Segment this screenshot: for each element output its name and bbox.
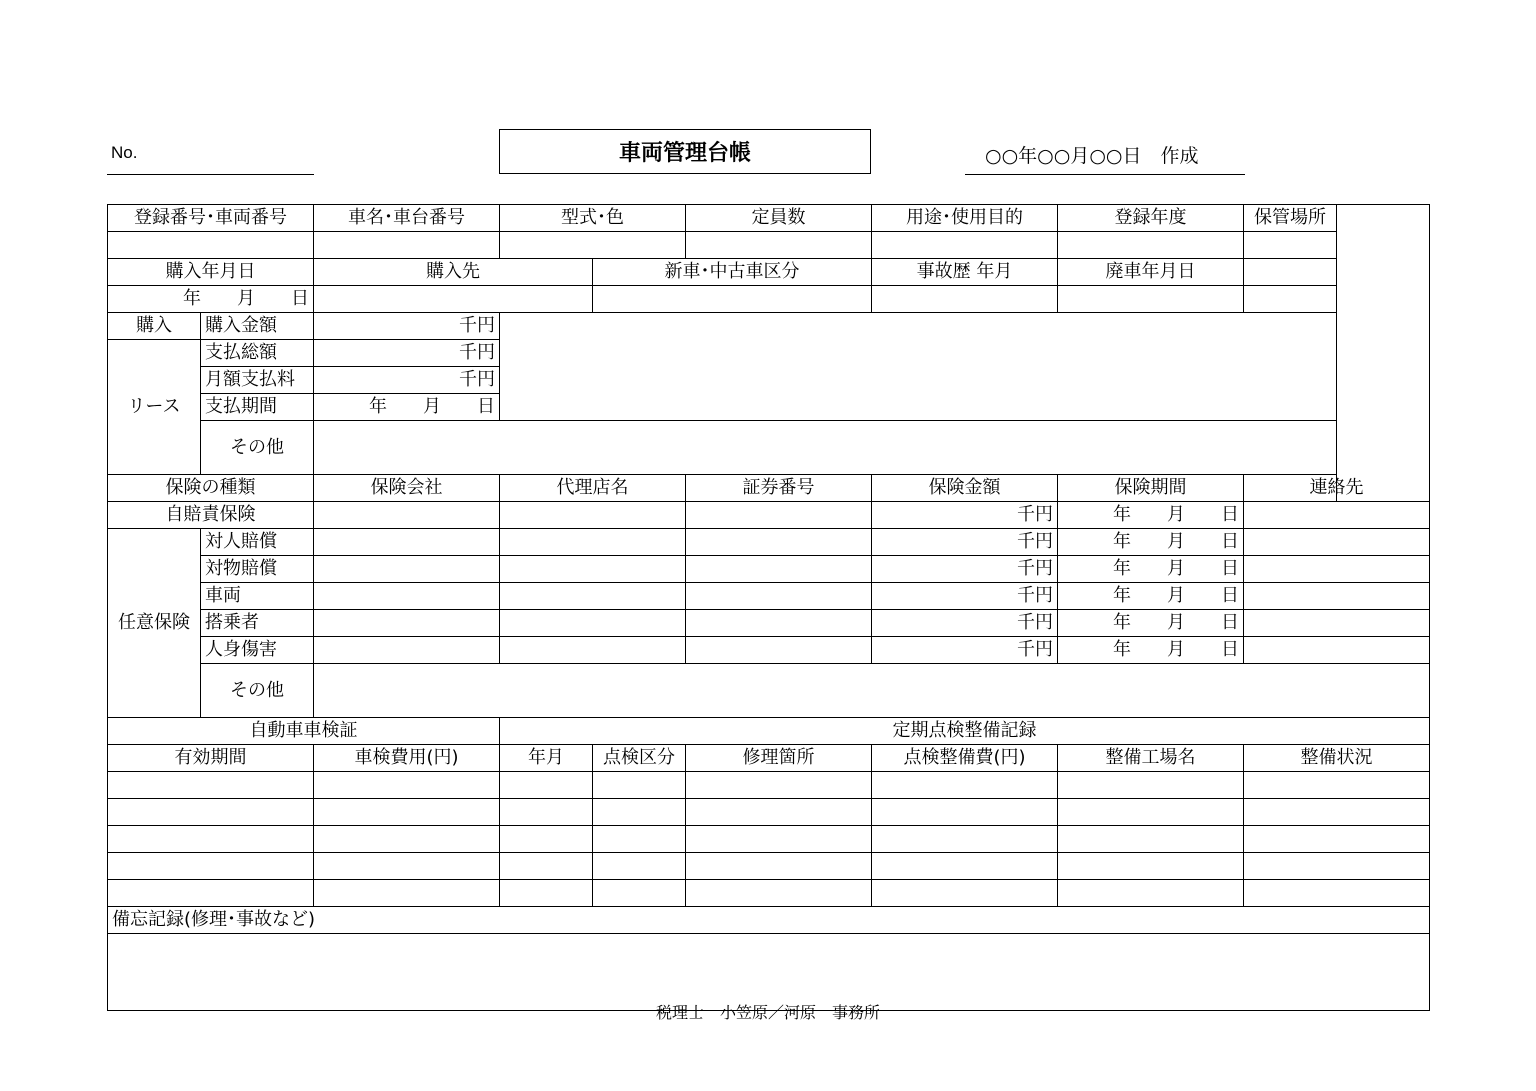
insured-amount-cell[interactable]: 千円 bbox=[872, 637, 1058, 664]
check-type-cell[interactable] bbox=[593, 772, 686, 799]
repair-location-cell[interactable] bbox=[686, 826, 872, 853]
workshop-name-cell[interactable] bbox=[1058, 772, 1244, 799]
office-footer: 税理士 小笠原／河原 事務所 bbox=[655, 1003, 880, 1022]
inspection-row bbox=[108, 880, 1430, 907]
scrap-date-cell[interactable] bbox=[1058, 286, 1244, 313]
inspection-row bbox=[108, 799, 1430, 826]
header-agency: 代理店名 bbox=[500, 475, 686, 502]
number-label: No. bbox=[111, 143, 138, 162]
inspection-row bbox=[108, 826, 1430, 853]
header-storage-location: 保管場所 bbox=[1244, 205, 1337, 232]
repair-location-cell[interactable] bbox=[686, 853, 872, 880]
policy-number-cell[interactable] bbox=[686, 502, 872, 529]
inspection-cost-cell[interactable] bbox=[314, 880, 500, 907]
policy-number-cell[interactable] bbox=[686, 556, 872, 583]
insurer-cell[interactable] bbox=[314, 637, 500, 664]
valid-period-cell[interactable] bbox=[108, 772, 314, 799]
purchase-label: 購入 bbox=[108, 313, 201, 340]
memo-header-row bbox=[108, 907, 1430, 934]
page-title: 車両管理台帳 bbox=[499, 129, 871, 174]
contact-cell[interactable] bbox=[1244, 610, 1430, 637]
header-insurance-type: 保険の種類 bbox=[108, 475, 314, 502]
maintenance-status-cell[interactable] bbox=[1244, 826, 1430, 853]
policy-number-cell[interactable] bbox=[686, 529, 872, 556]
policy-number-cell[interactable] bbox=[686, 583, 872, 610]
memo-body-row bbox=[108, 934, 1430, 1011]
header-workshop-name: 整備工場名 bbox=[1058, 745, 1244, 772]
payment-item-label: 月額支払料 bbox=[201, 367, 314, 394]
header-model-color: 型式･色 bbox=[500, 205, 686, 232]
agency-cell[interactable] bbox=[500, 637, 686, 664]
payment-row-other bbox=[108, 421, 1430, 475]
payment-other-label: その他 bbox=[201, 421, 314, 475]
vehicle-name-cell[interactable] bbox=[314, 232, 500, 259]
payment-amount-cell[interactable]: 千円 bbox=[314, 313, 500, 340]
year-month-cell[interactable] bbox=[500, 826, 593, 853]
insurance-period-cell[interactable]: 年 月 日 bbox=[1058, 529, 1244, 556]
year-month-cell[interactable] bbox=[500, 853, 593, 880]
voluntary-item-label: 人身傷害 bbox=[201, 637, 314, 664]
created-date: ○○年○○月○○日 作成 bbox=[985, 145, 1199, 167]
insurance-row-other bbox=[108, 664, 1430, 718]
workshop-name-cell[interactable] bbox=[1058, 853, 1244, 880]
voluntary-item-label: 対物賠償 bbox=[201, 556, 314, 583]
header-registration-year: 登録年度 bbox=[1058, 205, 1244, 232]
accident-history-cell[interactable] bbox=[872, 286, 1058, 313]
valid-period-cell[interactable] bbox=[108, 880, 314, 907]
usage-cell[interactable] bbox=[872, 232, 1058, 259]
insurance-row-voluntary bbox=[108, 529, 1430, 556]
maintenance-cost-cell[interactable] bbox=[872, 799, 1058, 826]
inspection-row bbox=[108, 772, 1430, 799]
blank-header-cell bbox=[1244, 259, 1337, 286]
created-date-underline bbox=[965, 174, 1245, 175]
memo-label: 備忘記録(修理･事故など) bbox=[108, 907, 1430, 934]
header-check-type: 点検区分 bbox=[593, 745, 686, 772]
purchase-value-row bbox=[108, 286, 1430, 313]
check-type-cell[interactable] bbox=[593, 853, 686, 880]
contact-cell[interactable] bbox=[1244, 529, 1430, 556]
agency-cell[interactable] bbox=[500, 529, 686, 556]
payment-amount-cell[interactable]: 千円 bbox=[314, 340, 500, 367]
policy-number-cell[interactable] bbox=[686, 610, 872, 637]
header-insurer: 保険会社 bbox=[314, 475, 500, 502]
payment-item-label: 支払総額 bbox=[201, 340, 314, 367]
payment-amount-cell[interactable]: 千円 bbox=[314, 367, 500, 394]
header-maintenance-cost: 点検整備費(円) bbox=[872, 745, 1058, 772]
voluntary-item-label: 対人賠償 bbox=[201, 529, 314, 556]
maintenance-cost-cell[interactable] bbox=[872, 772, 1058, 799]
supplier-cell[interactable] bbox=[314, 286, 593, 313]
header-inspection-cost: 車検費用(円) bbox=[314, 745, 500, 772]
header-contact: 連絡先 bbox=[1244, 475, 1430, 502]
payment-item-label: 支払期間 bbox=[201, 394, 314, 421]
memo-area[interactable] bbox=[108, 934, 1430, 1011]
header-maintenance-status: 整備状況 bbox=[1244, 745, 1430, 772]
agency-cell[interactable] bbox=[500, 610, 686, 637]
valid-period-cell[interactable] bbox=[108, 826, 314, 853]
header-accident-history: 事故歴 年月 bbox=[872, 259, 1058, 286]
maintenance-cost-cell[interactable] bbox=[872, 853, 1058, 880]
maintenance-cost-cell[interactable] bbox=[872, 880, 1058, 907]
header-registration-number: 登録番号･車両番号 bbox=[108, 205, 314, 232]
insurance-row-voluntary bbox=[108, 637, 1430, 664]
repair-location-cell[interactable] bbox=[686, 799, 872, 826]
maintenance-status-cell[interactable] bbox=[1244, 772, 1430, 799]
header-insurance-period: 保険期間 bbox=[1058, 475, 1244, 502]
model-color-cell[interactable] bbox=[500, 232, 686, 259]
insurer-cell[interactable] bbox=[314, 502, 500, 529]
insurance-row-voluntary bbox=[108, 610, 1430, 637]
inspection-header-row bbox=[108, 745, 1430, 772]
insurance-period-cell[interactable]: 年 月 日 bbox=[1058, 637, 1244, 664]
insured-amount-cell[interactable]: 千円 bbox=[872, 556, 1058, 583]
agency-cell[interactable] bbox=[500, 556, 686, 583]
contact-cell[interactable] bbox=[1244, 556, 1430, 583]
capacity-cell[interactable] bbox=[686, 232, 872, 259]
insured-amount-cell[interactable]: 千円 bbox=[872, 529, 1058, 556]
voluntary-item-label: 搭乗者 bbox=[201, 610, 314, 637]
blank-value-cell[interactable] bbox=[1244, 286, 1337, 313]
purchase-date-cell[interactable]: 年 月 日 bbox=[108, 286, 314, 313]
inspection-cost-cell[interactable] bbox=[314, 772, 500, 799]
payment-item-label: 購入金額 bbox=[201, 313, 314, 340]
workshop-name-cell[interactable] bbox=[1058, 880, 1244, 907]
contact-cell[interactable] bbox=[1244, 583, 1430, 610]
inspection-cost-cell[interactable] bbox=[314, 853, 500, 880]
insurance-period-cell[interactable]: 年 月 日 bbox=[1058, 502, 1244, 529]
check-type-cell[interactable] bbox=[593, 826, 686, 853]
insured-amount-cell[interactable]: 千円 bbox=[872, 502, 1058, 529]
compulsory-insurance-label: 自賠責保険 bbox=[108, 502, 314, 529]
number-underline bbox=[107, 174, 314, 175]
vehicle-ledger-table bbox=[107, 204, 1430, 1011]
workshop-name-cell[interactable] bbox=[1058, 799, 1244, 826]
maintenance-status-cell[interactable] bbox=[1244, 853, 1430, 880]
insurer-cell[interactable] bbox=[314, 610, 500, 637]
maintenance-cost-cell[interactable] bbox=[872, 826, 1058, 853]
right-margin-cell bbox=[1337, 205, 1430, 502]
header-policy-number: 証券番号 bbox=[686, 475, 872, 502]
year-month-cell[interactable] bbox=[500, 880, 593, 907]
purchase-header-row bbox=[108, 259, 1430, 286]
insured-amount-cell[interactable]: 千円 bbox=[872, 610, 1058, 637]
valid-period-cell[interactable] bbox=[108, 853, 314, 880]
storage-location-cell[interactable] bbox=[1244, 232, 1337, 259]
inspection-title-row bbox=[108, 718, 1430, 745]
inspection-row bbox=[108, 853, 1430, 880]
new-used-cell[interactable] bbox=[593, 286, 872, 313]
insurance-row-compulsory bbox=[108, 502, 1430, 529]
insurance-period-cell[interactable]: 年 月 日 bbox=[1058, 610, 1244, 637]
insurer-cell[interactable] bbox=[314, 583, 500, 610]
maintenance-status-cell[interactable] bbox=[1244, 880, 1430, 907]
vehicle-header-row bbox=[108, 205, 1430, 232]
vehicle-value-row bbox=[108, 232, 1430, 259]
payment-other-cell[interactable] bbox=[314, 421, 1337, 475]
agency-cell[interactable] bbox=[500, 583, 686, 610]
header-valid-period: 有効期間 bbox=[108, 745, 314, 772]
check-type-cell[interactable] bbox=[593, 799, 686, 826]
certificate-title: 自動車車検証 bbox=[108, 718, 500, 745]
insured-amount-cell[interactable]: 千円 bbox=[872, 583, 1058, 610]
header-year-month: 年月 bbox=[500, 745, 593, 772]
valid-period-cell[interactable] bbox=[108, 799, 314, 826]
contact-cell[interactable] bbox=[1244, 502, 1430, 529]
insurer-cell[interactable] bbox=[314, 529, 500, 556]
insurance-row-voluntary bbox=[108, 556, 1430, 583]
payment-notes-area[interactable] bbox=[500, 313, 1337, 421]
insurance-period-cell[interactable]: 年 月 日 bbox=[1058, 583, 1244, 610]
year-month-cell[interactable] bbox=[500, 772, 593, 799]
header-usage: 用途･使用目的 bbox=[872, 205, 1058, 232]
year-month-cell[interactable] bbox=[500, 799, 593, 826]
workshop-name-cell[interactable] bbox=[1058, 826, 1244, 853]
maintenance-title: 定期点検整備記録 bbox=[500, 718, 1430, 745]
insurer-cell[interactable] bbox=[314, 556, 500, 583]
agency-cell[interactable] bbox=[500, 502, 686, 529]
header-scrap-date: 廃車年月日 bbox=[1058, 259, 1244, 286]
check-type-cell[interactable] bbox=[593, 880, 686, 907]
header-vehicle-name: 車名･車台番号 bbox=[314, 205, 500, 232]
inspection-cost-cell[interactable] bbox=[314, 799, 500, 826]
header-capacity: 定員数 bbox=[686, 205, 872, 232]
policy-number-cell[interactable] bbox=[686, 637, 872, 664]
header-supplier: 購入先 bbox=[314, 259, 593, 286]
voluntary-insurance-label: 任意保険 bbox=[108, 529, 201, 718]
contact-cell[interactable] bbox=[1244, 637, 1430, 664]
insurance-other-label: その他 bbox=[201, 664, 314, 718]
repair-location-cell[interactable] bbox=[686, 880, 872, 907]
inspection-cost-cell[interactable] bbox=[314, 826, 500, 853]
insurance-row-voluntary bbox=[108, 583, 1430, 610]
registration-year-cell[interactable] bbox=[1058, 232, 1244, 259]
header-insured-amount: 保険金額 bbox=[872, 475, 1058, 502]
insurance-period-cell[interactable]: 年 月 日 bbox=[1058, 556, 1244, 583]
payment-row-purchase bbox=[108, 313, 1430, 340]
header-purchase-date: 購入年月日 bbox=[108, 259, 314, 286]
header-repair-location: 修理箇所 bbox=[686, 745, 872, 772]
repair-location-cell[interactable] bbox=[686, 772, 872, 799]
registration-number-cell[interactable] bbox=[108, 232, 314, 259]
voluntary-item-label: 車両 bbox=[201, 583, 314, 610]
maintenance-status-cell[interactable] bbox=[1244, 799, 1430, 826]
payment-period-cell[interactable]: 年 月 日 bbox=[314, 394, 500, 421]
header-new-used: 新車･中古車区分 bbox=[593, 259, 872, 286]
insurance-header-row bbox=[108, 475, 1430, 502]
insurance-other-cell[interactable] bbox=[314, 664, 1430, 718]
lease-label: リース bbox=[108, 340, 201, 475]
